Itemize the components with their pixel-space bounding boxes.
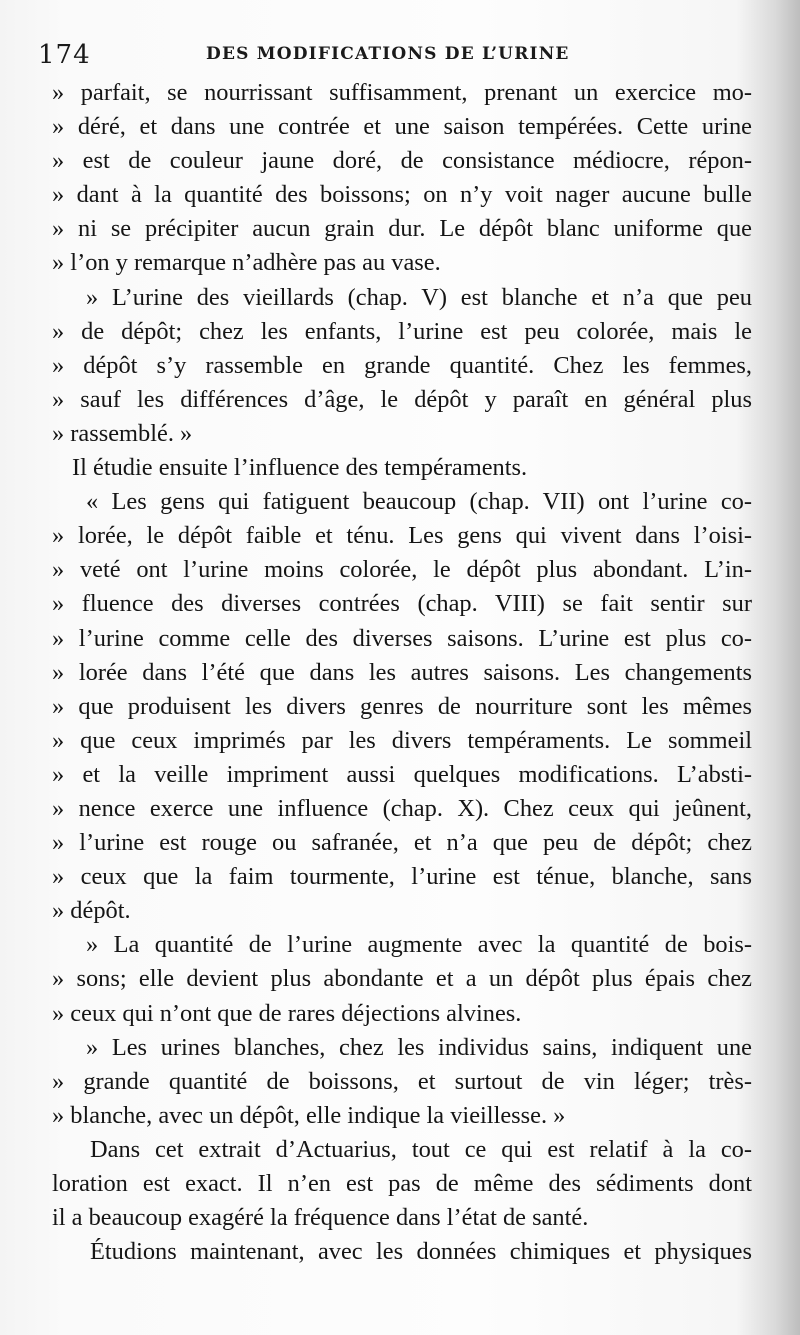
- body-text: [52, 76, 752, 1269]
- text-line: » dant à la quantité des boissons; on n’y voit nager aucune bulle: [52, 181, 752, 209]
- text-line: » lorée, le dépôt faible et ténu. Les gens qui vivent dans l’oisi-: [52, 522, 752, 550]
- text-line: » ceux qui n’ont que de rares déjections alvines.: [52, 999, 522, 1027]
- text-line: il a beaucoup exagéré la fréquence dans l’état de santé.: [52, 1204, 589, 1232]
- text-line: » et la veille impriment aussi quelques modifications. L’absti-: [52, 760, 752, 788]
- running-title: DES MODIFICATIONS DE L’URINE: [206, 44, 570, 64]
- text-line: loration est exact. Il n’en est pas de même des sédiments dont: [52, 1170, 752, 1197]
- text-line: » blanche, avec un dépôt, elle indique la vieillesse. »: [52, 1101, 566, 1129]
- text-line: » nence exerce une influence (chap. X). Chez ceux qui jeûnent,: [52, 794, 752, 822]
- text-line: » dépôt.: [52, 897, 131, 925]
- text-line: » Les urines blanches, chez les individus sains, indiquent une: [86, 1033, 752, 1061]
- text-line: » l’urine est rouge ou safranée, et n’a que peu de dépôt; chez: [52, 829, 752, 857]
- page-header: [38, 40, 758, 76]
- text-line: Il étudie ensuite l’influence des tempéraments.: [72, 454, 528, 482]
- text-line: » veté ont l’urine moins colorée, le dépôt plus abondant. L’in-: [52, 556, 752, 584]
- text-line: » de dépôt; chez les enfants, l’urine est peu colorée, mais le: [52, 317, 752, 345]
- text-line: » La quantité de l’urine augmente avec la quantité de bois-: [86, 931, 752, 959]
- text-line: » que produisent les divers genres de nourriture sont les mêmes: [52, 692, 752, 720]
- text-line: » parfait, se nourrissant suffisamment, prenant un exercice mo-: [52, 79, 752, 106]
- text-line: » sons; elle devient plus abondante et a un dépôt plus épais chez: [52, 965, 752, 993]
- text-line: » que ceux imprimés par les divers tempéraments. Le sommeil: [52, 726, 752, 754]
- text-line: » sauf les différences d’âge, le dépôt y paraît en général plus: [52, 385, 752, 413]
- page-number: 174: [38, 40, 91, 70]
- text-line: » fluence des diverses contrées (chap. VIII) se fait sentir sur: [52, 590, 752, 618]
- text-line: » lorée dans l’été que dans les autres saisons. Les changements: [52, 658, 752, 686]
- text-line: » l’on y remarque n’adhère pas au vase.: [52, 249, 441, 277]
- text-line: » ceux que la faim tourmente, l’urine est ténue, blanche, sans: [52, 863, 752, 891]
- text-line: Étudions maintenant, avec les données chimiques et physiques: [90, 1238, 752, 1266]
- text-line: » rassemblé. »: [52, 419, 193, 447]
- text-line: » dépôt s’y rassemble en grande quantité. Chez les femmes,: [52, 351, 752, 379]
- text-line: » ni se précipiter aucun grain dur. Le dépôt blanc uniforme que: [52, 215, 752, 243]
- text-line: » est de couleur jaune doré, de consistance médiocre, répon-: [52, 147, 752, 175]
- text-line: » L’urine des vieillards (chap. V) est blanche et n’a que peu: [86, 283, 752, 311]
- text-line: Dans cet extrait d’Actuarius, tout ce qui est relatif à la co-: [90, 1135, 752, 1163]
- text-line: » l’urine comme celle des diverses saisons. L’urine est plus co-: [52, 624, 752, 652]
- text-line: « Les gens qui fatiguent beaucoup (chap. VII) ont l’urine co-: [86, 488, 752, 516]
- text-line: » grande quantité de boissons, et surtout de vin léger; très-: [52, 1067, 752, 1095]
- text-line: » déré, et dans une contrée et une saison tempérées. Cette urine: [52, 113, 752, 141]
